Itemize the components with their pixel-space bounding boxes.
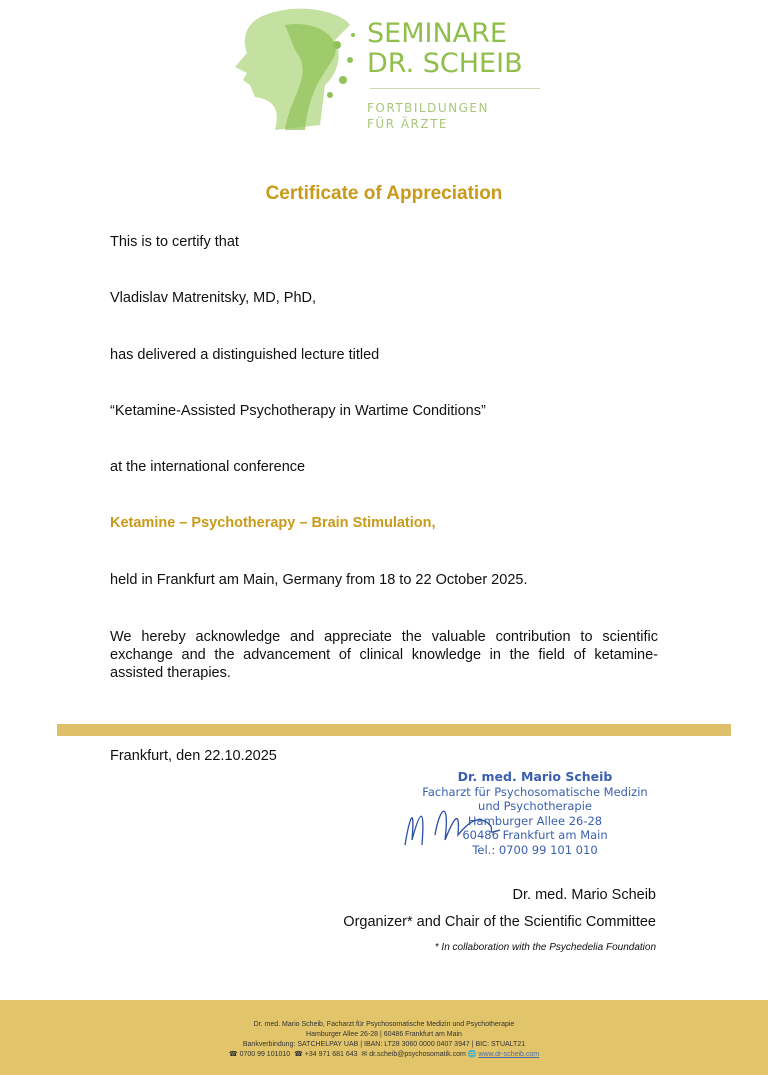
phone-icon: ☎	[228, 1051, 238, 1058]
globe-icon: 🌐	[467, 1051, 477, 1058]
stamp-line: Dr. med. Mario Scheib	[457, 769, 613, 784]
footer-line: Bankverbindung: SATCHELPAY UAB | IBAN: LT28 3060 0000 0407 3947 | BIC: STUALT21	[242, 1041, 526, 1048]
signatory-name: Dr. med. Mario Scheib	[512, 887, 656, 903]
recipient-name: Vladislav Matrenitsky, MD, PhD,	[110, 290, 317, 306]
logo-line1: SEMINARE	[367, 18, 507, 49]
footer-phone2: +34 971 681 643	[304, 1051, 358, 1058]
mail-icon: ✉	[361, 1051, 368, 1058]
signature-icon	[400, 795, 530, 855]
footer-line: Dr. med. Mario Scheib, Facharzt für Psychosomatische Medizin und Psychotherapie	[253, 1021, 515, 1028]
phone-icon: ☎	[294, 1051, 303, 1058]
footer-line: Hamburger Allee 26-28 | 60486 Frankfurt am Main	[306, 1031, 462, 1038]
acknowledge-text: We hereby acknowledge and appreciate the valuable contribution to scientific exchange and the advancement of clinical knowledge in the field of ketamine-assisted therapies.	[110, 629, 658, 681]
lecture-title: “Ketamine-Assisted Psychotherapy in Wartime Conditions”	[110, 403, 486, 419]
footnote: * In collaboration with the Psychedelia Foundation	[434, 942, 656, 953]
certificate-title: Certificate of Appreciation	[265, 183, 503, 204]
stamp-line: 60486 Frankfurt am Main	[462, 828, 608, 842]
conference-name: Ketamine – Psychotherapy – Brain Stimulation,	[110, 515, 436, 531]
gold-divider	[57, 724, 731, 736]
logo-line3: FORTBILDUNGEN	[367, 101, 489, 115]
logo	[225, 5, 555, 135]
logo-line2: DR. SCHEIB	[367, 48, 523, 79]
head-silhouette-icon	[225, 5, 365, 135]
footer-email[interactable]: dr.scheib@psychosomatik.com	[369, 1051, 466, 1058]
footer-website-link[interactable]: www.dr-scheib.com	[478, 1051, 540, 1058]
footer-phone1: 0700 99 101010	[239, 1051, 291, 1058]
logo-line4: FÜR ÄRZTE	[367, 117, 449, 131]
stamp-line: Hamburger Allee 26-28	[467, 813, 603, 828]
footer	[0, 1000, 768, 1075]
place-date: Frankfurt, den 22.10.2025	[110, 748, 277, 764]
held-text: held in Frankfurt am Main, Germany from 18 to 22 October 2025.	[110, 572, 528, 588]
stamp-line: und Psychotherapie	[478, 799, 592, 813]
signatory-role: Organizer* and Chair of the Scientific Committee	[343, 914, 656, 930]
stamp-line: Tel.: 0700 99 101 010	[472, 842, 598, 857]
certify-text: This is to certify that	[110, 234, 239, 250]
logo-title	[367, 19, 523, 79]
logo-divider	[370, 88, 540, 89]
delivered-text: has delivered a distinguished lecture titled	[110, 347, 380, 363]
at-text: at the international conference	[110, 459, 306, 475]
stamp-line: Facharzt für Psychosomatische Medizin	[422, 784, 648, 799]
